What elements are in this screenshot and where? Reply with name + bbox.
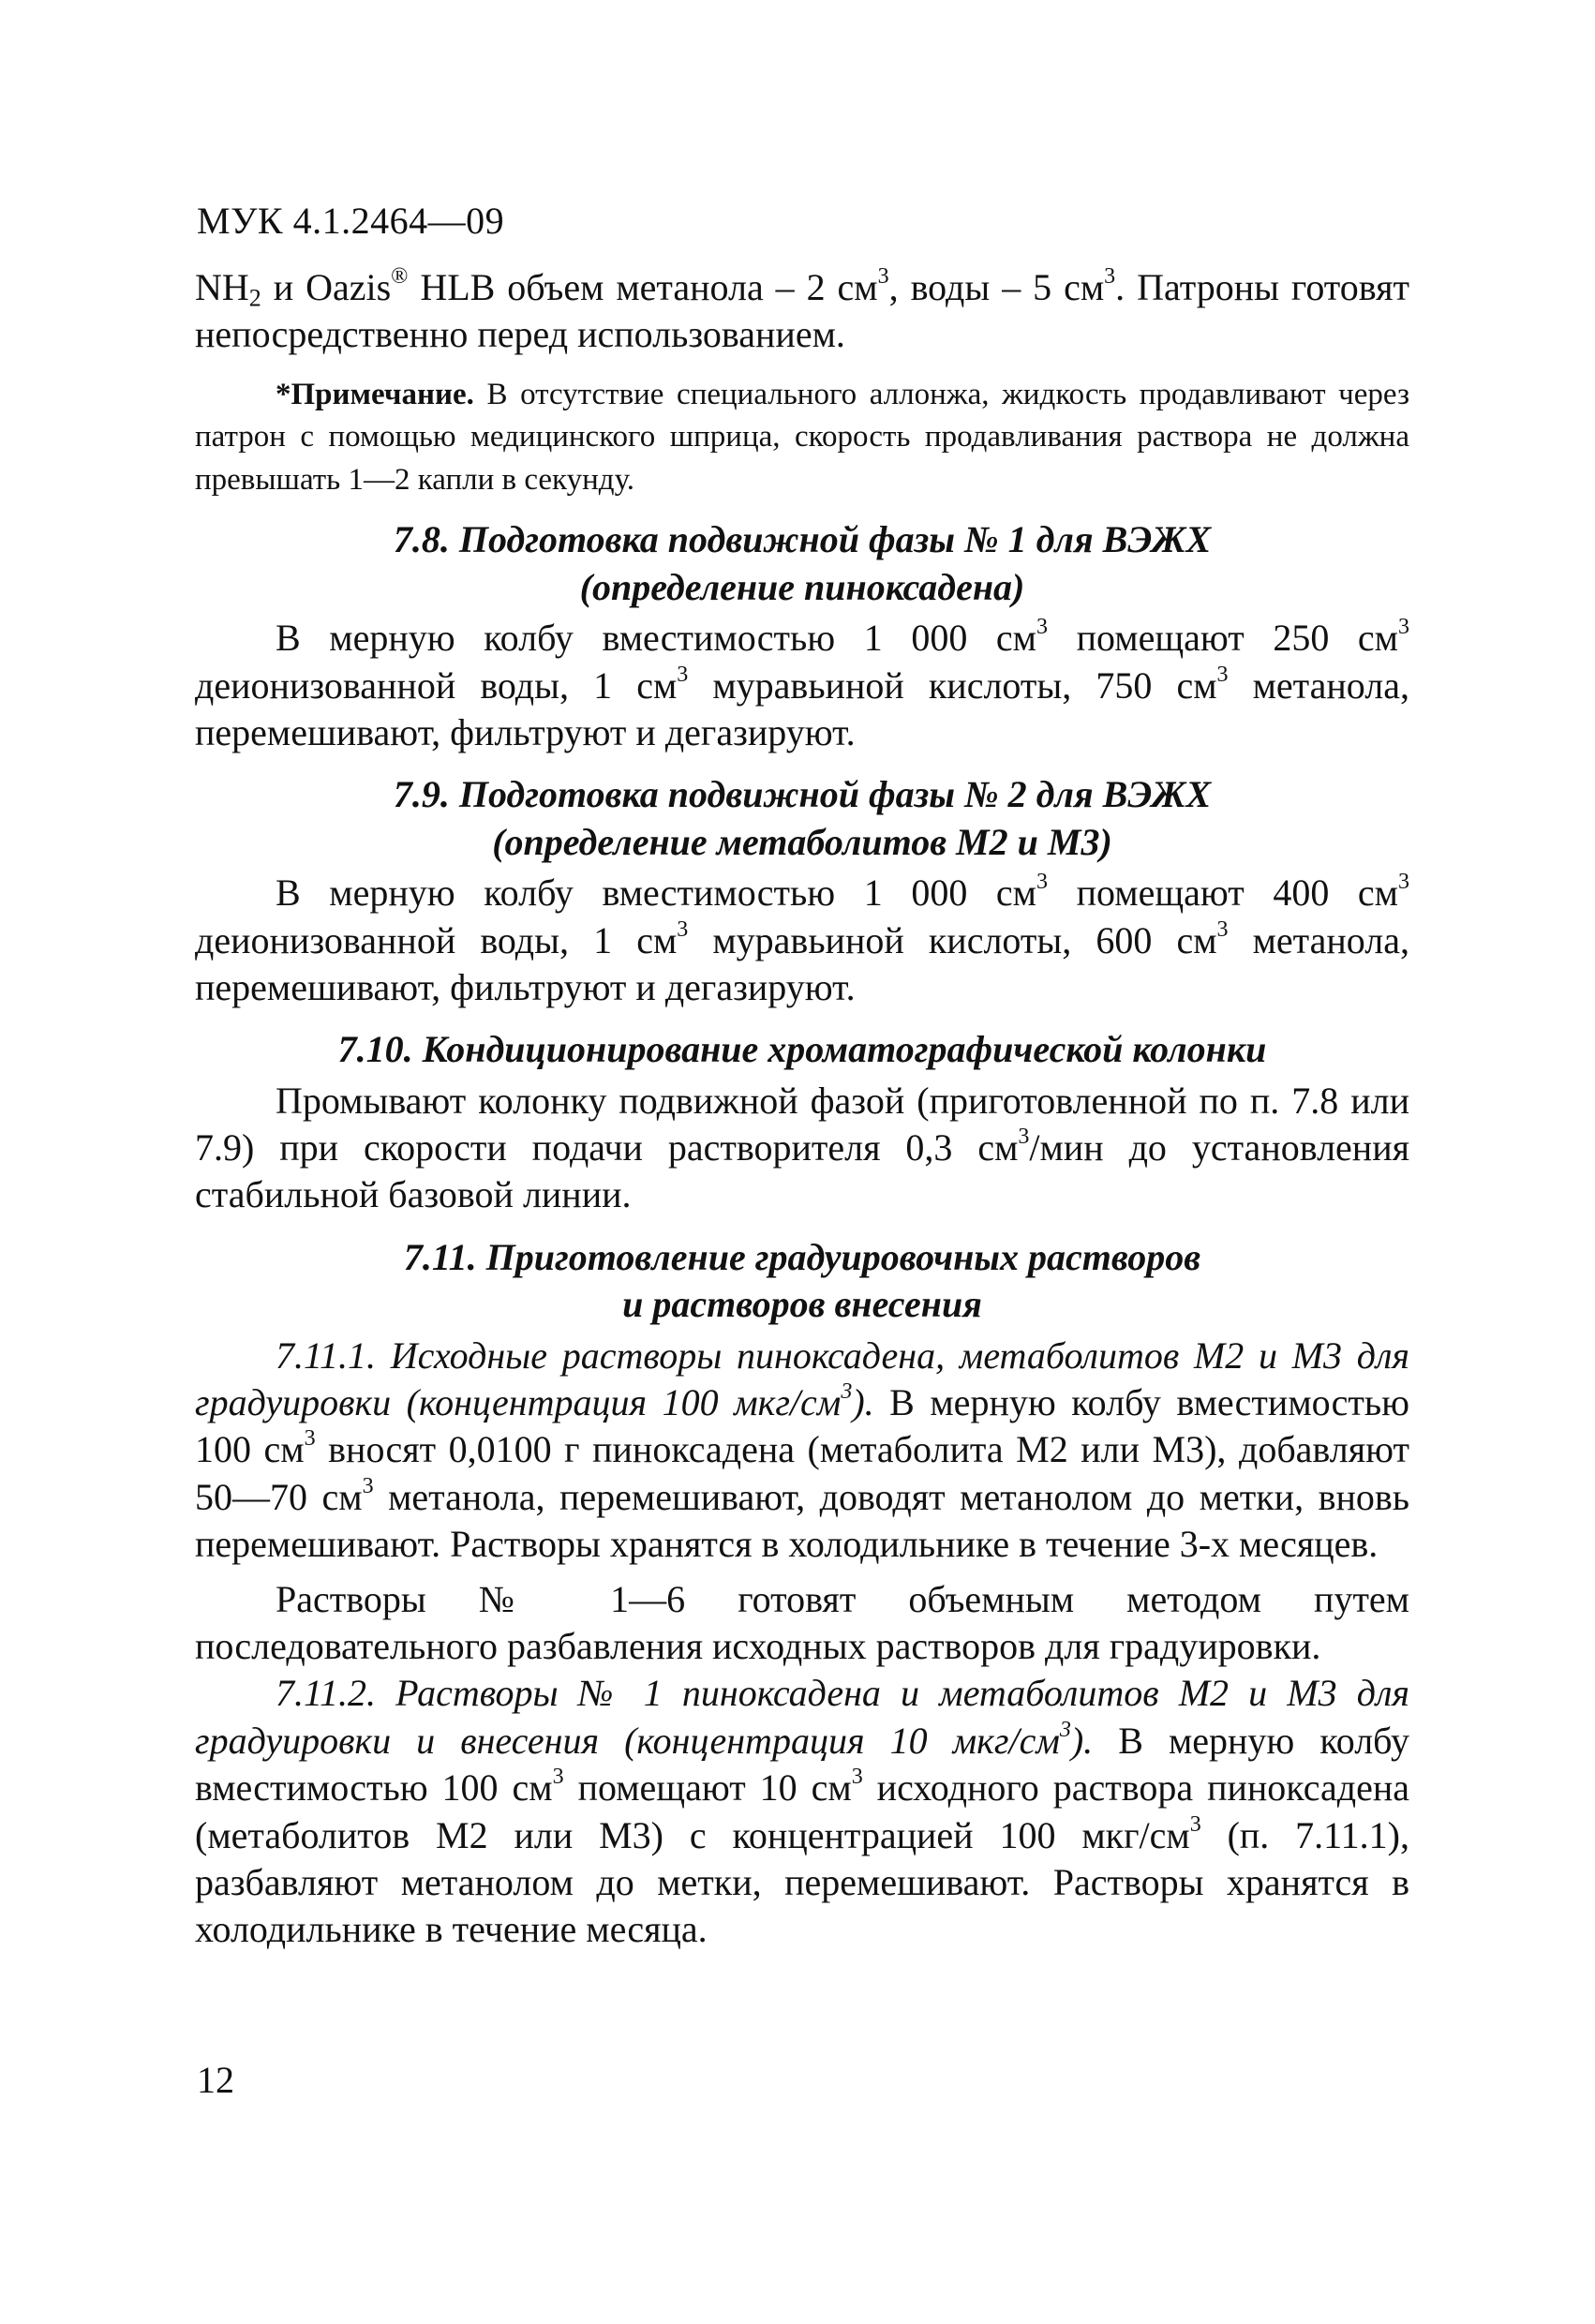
footnote-paragraph xyxy=(195,374,1409,502)
body-text: муравьиной кислоты, 600 см xyxy=(688,918,1217,961)
subsection-title: 7.11.2. Растворы № 1 пиноксадена и метаболитов М2 и М3 для градуировки и внесения (концентрация 10 мкг/см xyxy=(195,1672,1409,1762)
heading-line: 7.9. Подготовка подвижной фазы № 2 для ВЭЖХ xyxy=(393,773,1212,816)
superscript: 3 xyxy=(1059,1717,1071,1742)
note-text: В отсутствие специального аллонжа, жидкость продавливают через патрон с помощью медицинского шприца, скорость продавливания раствора не должна превышать 1—2 капли в секунду. xyxy=(195,377,1409,497)
body-text: помещают 400 см xyxy=(1048,872,1398,915)
superscript: 3 xyxy=(1398,615,1409,640)
heading-line: 7.11. Приготовление градуировочных растворов xyxy=(403,1235,1201,1278)
body-text: деионизованной воды, 1 см xyxy=(195,918,678,961)
body-text: Промывают колонку подвижной фазой (приготовленной по п. 7.8 или 7.9) при скорости подачи растворителя 0,3 см xyxy=(195,1079,1409,1169)
body-text: муравьиной кислоты, 750 см xyxy=(688,663,1217,707)
superscript: 3 xyxy=(1216,662,1229,687)
body-text: В мерную колбу вместимостью 1 000 см xyxy=(276,617,1036,660)
section-7-11-1-paragraph xyxy=(195,1333,1409,1569)
superscript: 3 xyxy=(1189,1811,1201,1837)
superscript: 3 xyxy=(1036,615,1048,640)
intro-text: NH xyxy=(195,266,249,308)
body-text: метанола, перемешивают, фильтруют и дегазируют. xyxy=(195,918,1409,1008)
body-text: метанола, перемешивают, доводят метанолом до метки, вновь перемешивают. Растворы хранятся в холодильнике в течение 3-х месяцев. xyxy=(195,1475,1409,1566)
section-7-8-paragraph xyxy=(195,615,1409,756)
section-7-10-paragraph xyxy=(195,1078,1409,1219)
document-code-header: МУК 4.1.2464—09 xyxy=(197,200,505,242)
superscript: 3 xyxy=(677,916,689,942)
superscript: 3 xyxy=(1216,916,1229,942)
section-7-11-2-paragraph xyxy=(195,1670,1409,1953)
superscript: 3 xyxy=(552,1765,564,1790)
spacer xyxy=(195,1569,1409,1576)
registered-mark: ® xyxy=(391,264,409,289)
body-text: В мерную колбу вместимостью 100 см xyxy=(195,1719,1410,1810)
section-7-8-heading xyxy=(195,516,1409,611)
body-text: метанола, перемешивают, фильтруют и дегазируют. xyxy=(195,663,1409,753)
body-text: деионизованной воды, 1 см xyxy=(195,663,678,707)
intro-text: , воды – 5 см xyxy=(888,266,1105,308)
subsection-title: ). xyxy=(1070,1719,1094,1762)
intro-text: HLB объем метанола – 2 см xyxy=(408,266,878,308)
superscript: 3 xyxy=(677,662,689,687)
body-text: /мин до установления стабильной базовой линии. xyxy=(195,1126,1410,1216)
superscript: 3 xyxy=(1398,870,1409,895)
section-7-10-heading: 7.10. Кондиционирование хроматографической колонки xyxy=(337,1028,1267,1071)
heading-line: и растворов внесения xyxy=(622,1283,982,1326)
superscript: 3 xyxy=(304,1426,316,1452)
body-text: В мерную колбу вместимостью 100 см xyxy=(195,1381,1409,1471)
superscript: 3 xyxy=(841,1379,853,1405)
body-text: В мерную колбу вместимостью 1 000 см xyxy=(276,872,1036,915)
intro-text: . Патроны готовят непосредственно перед использованием. xyxy=(195,266,1409,356)
note-label: *Примечание. xyxy=(276,377,474,411)
superscript: 3 xyxy=(1104,264,1116,289)
page-content xyxy=(195,264,1409,1954)
section-7-11-paragraph-2: Растворы № 1—6 готовят объемным методом путем последовательного разбавления исходных растворов для градуировки. xyxy=(195,1577,1409,1667)
page-number: 12 xyxy=(197,2059,234,2101)
body-text: вносят 0,0100 г пиноксадена (метаболита М2 или М3), добавляют 50—70 см xyxy=(195,1428,1409,1518)
body-text: помещают 250 см xyxy=(1048,617,1398,660)
subsection-title: 7.11.1. Исходные растворы пиноксадена, метаболитов М2 и М3 для градуировки (концентрация 100 мкг/см xyxy=(195,1333,1409,1424)
section-7-9-paragraph xyxy=(195,870,1409,1011)
heading-line: (определение метаболитов М2 и М3) xyxy=(492,820,1112,863)
body-text: (п. 7.11.1), разбавляют метанолом до метки, перемешивают. Растворы хранятся в холодильнике в течение месяца. xyxy=(195,1813,1410,1951)
superscript: 3 xyxy=(851,1765,863,1790)
heading-line: (определение пиноксадена) xyxy=(579,565,1025,608)
subscript: 2 xyxy=(248,284,261,312)
section-7-9-heading xyxy=(195,771,1409,866)
intro-paragraph xyxy=(195,264,1409,359)
intro-text: и Oazis xyxy=(261,266,392,308)
superscript: 3 xyxy=(877,264,889,289)
body-text: исходного раствора пиноксадена (метаболитов М2 или М3) с концентрацией 100 мкг/см xyxy=(195,1766,1410,1856)
superscript: 3 xyxy=(362,1473,374,1498)
heading-line: 7.8. Подготовка подвижной фазы № 1 для ВЭЖХ xyxy=(393,518,1212,561)
body-text: помещают 10 см xyxy=(563,1766,852,1810)
superscript: 3 xyxy=(1036,870,1048,895)
section-7-11-heading xyxy=(195,1234,1409,1329)
subsection-title: ). xyxy=(852,1381,874,1424)
superscript: 3 xyxy=(1018,1125,1030,1150)
